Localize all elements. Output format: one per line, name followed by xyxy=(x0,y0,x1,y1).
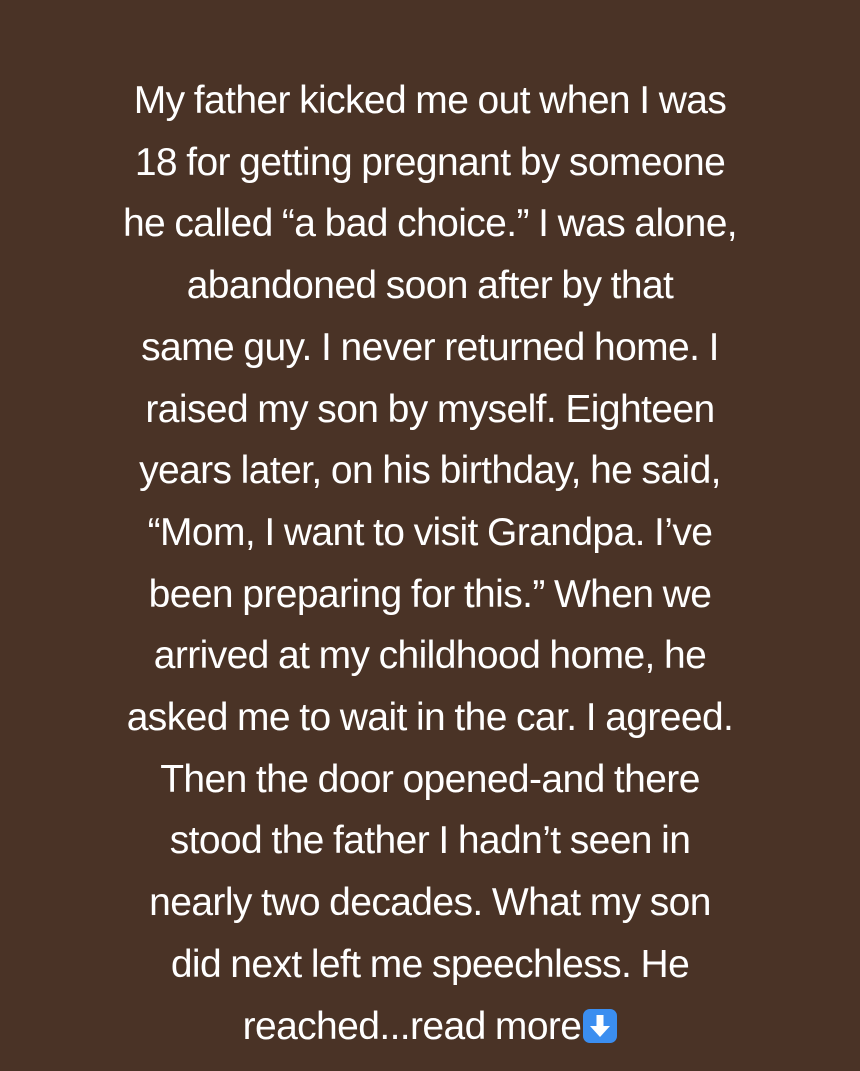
story-line: years later, on his birthday, he said, xyxy=(139,449,721,493)
story-line: he called “a bad choice.” I was alone, xyxy=(122,202,738,246)
down-arrow-emoji-icon xyxy=(583,1009,617,1043)
story-line: 18 for getting pregnant by someone xyxy=(134,140,726,184)
story-line: arrived at my childhood home, he xyxy=(153,634,707,678)
story-line: raised my son by myself. Eighteen xyxy=(145,387,715,431)
story-line: “Mom, I want to visit Grandpa. I’ve xyxy=(147,510,713,554)
story-line: abandoned soon after by that xyxy=(186,264,674,308)
story-last-line xyxy=(20,996,840,1058)
story-line: Then the door opened-and there xyxy=(160,757,700,801)
story-line: did next left me speechless. He xyxy=(170,942,690,986)
story-line: My father kicked me out when I was xyxy=(133,79,727,122)
read-more-text: reached...read more xyxy=(242,1004,582,1048)
story-line: been preparing for this.” When we xyxy=(148,572,712,616)
story-line: nearly two decades. What my son xyxy=(149,881,711,925)
story-line: stood the father I hadn’t seen in xyxy=(169,819,691,863)
story-text xyxy=(20,70,840,1057)
story-line: same guy. I never returned home. I xyxy=(141,325,719,369)
story-line: asked me to wait in the car. I agreed. xyxy=(126,696,734,740)
